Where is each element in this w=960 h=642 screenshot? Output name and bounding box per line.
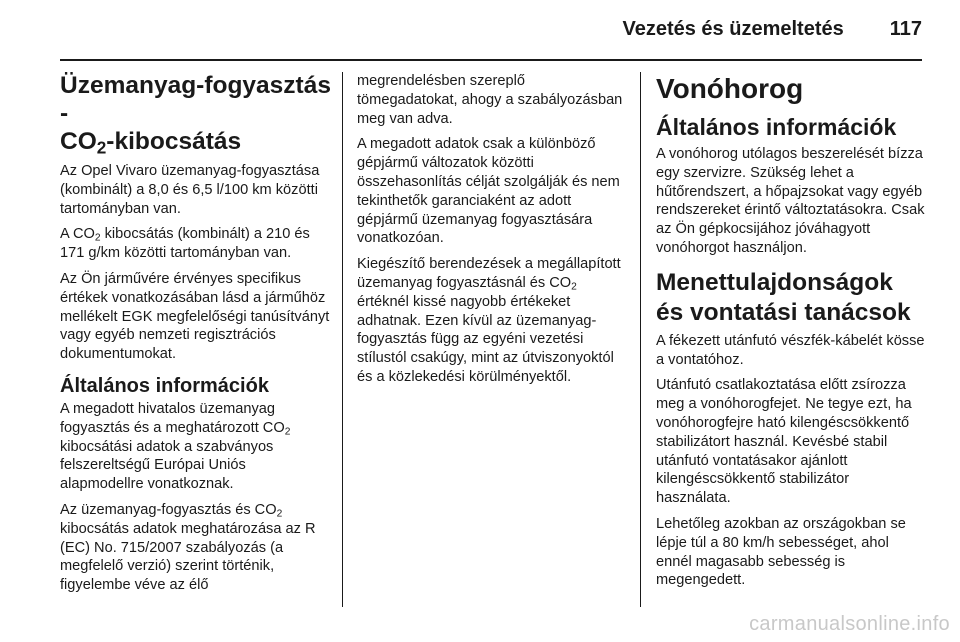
paragraph: megrendelésben szereplő tömegadatokat, ahogy a szabályozásban meg van adva. [357, 73, 623, 127]
page-header [60, 18, 922, 48]
paragraph: A fékezett utánfutó vészfék-kábelét kösse a vontatóhoz. [656, 332, 925, 368]
page-number: 117 [889, 18, 922, 40]
paragraph: Utánfutó csatlakoztatása előtt zsírozza meg a vonóhorogfejet. Ne tegye ezt, ha vonóhorogfejre ható kilengéscsökkentő stabilizátort használ. Kevésbé stabil utánfutó vontatásakor ajánlott kilengéscsökkentő stabilizátor használata. [656, 377, 912, 507]
column-middle [357, 72, 627, 394]
header-rule [60, 59, 922, 61]
column-left [60, 72, 332, 602]
column-right [656, 72, 926, 597]
watermark: carmanualsonline.info [749, 613, 950, 635]
paragraph: A $CO_2$ kibocsátás (kombinált) a 210 és 171 g/km közötti tartományban van. [60, 226, 310, 262]
paragraph: Az Ön járművére érvényes specifikus értékek vonatkozásában lásd a járműhöz mellékelt EGK megfelelőségi tanúsítványt vagy egyéb nemzeti regisztrációs dokumentumokat. [60, 270, 330, 363]
subheading-driving-tips: Menettulajdonságok és vontatási tanácsok [656, 268, 911, 326]
paragraph: A vonóhorog utólagos beszerelését bízza egy szervizre. Szükség lehet a hűtőrendszert, a hőpajzsokat vagy egyéb rendszereket érintő változtatásokra. Csak az Ön gépkocsijához jóváhagyott vonóhorgot használjon. [656, 146, 925, 256]
subheading-general-info: Általános információk [656, 114, 897, 140]
paragraph: Az üzemanyag-fogyasztás és $CO_2$ kibocsátás adatok meghatározása az R (EC) No. 715/2007 szabályozás (a megfelelő verzió) szerint történik, figyelembe véve az élő [60, 501, 316, 594]
paragraph: A megadott adatok csak a különböző gépjármű változatok közötti összehasonlítás célját szolgálják és nem tekinthetők garanciaként az adott gépjármű üzemanyag fogyasztására vonatkozóan. [357, 136, 620, 247]
column-divider [342, 72, 343, 607]
section-heading-fuel-co2: Üzemanyag-fogyasztás - $CO_2$-kibocsátás [60, 72, 331, 158]
paragraph: A megadott hivatalos üzemanyag fogyasztás és a meghatározott $CO_2$ kibocsátási adatok a szabványos felszereltségű Európai Uniós alapmodellre vonatkoznak. [60, 400, 291, 493]
header-title: Vezetés és üzemeltetés [622, 18, 844, 40]
subheading-general-info: Általános információk [60, 374, 269, 397]
paragraph: Az Opel Vivaro üzemanyag-fogyasztása (kombinált) a 8,0 és 6,5 l/100 km közötti tartományban van. [60, 163, 320, 217]
section-title-towbar: Vonóhorog [656, 73, 804, 104]
paragraph: Lehetőleg azokban az országokban se lépje túl a 80 km/h sebességet, ahol ennél magasabb sebesség is megengedett. [656, 515, 906, 589]
paragraph: Kiegészítő berendezések a megállapított üzemanyag fogyasztásnál és $CO_2$ értéknél kissé nagyobb értékeket adhatnak. Ezen kívül az üzemanyag-fogyasztás függ az egyéni vezetési stílustól csakúgy, mint az útviszonyoktól és a közlekedési körülményektől. [357, 256, 621, 385]
column-divider [640, 72, 641, 607]
